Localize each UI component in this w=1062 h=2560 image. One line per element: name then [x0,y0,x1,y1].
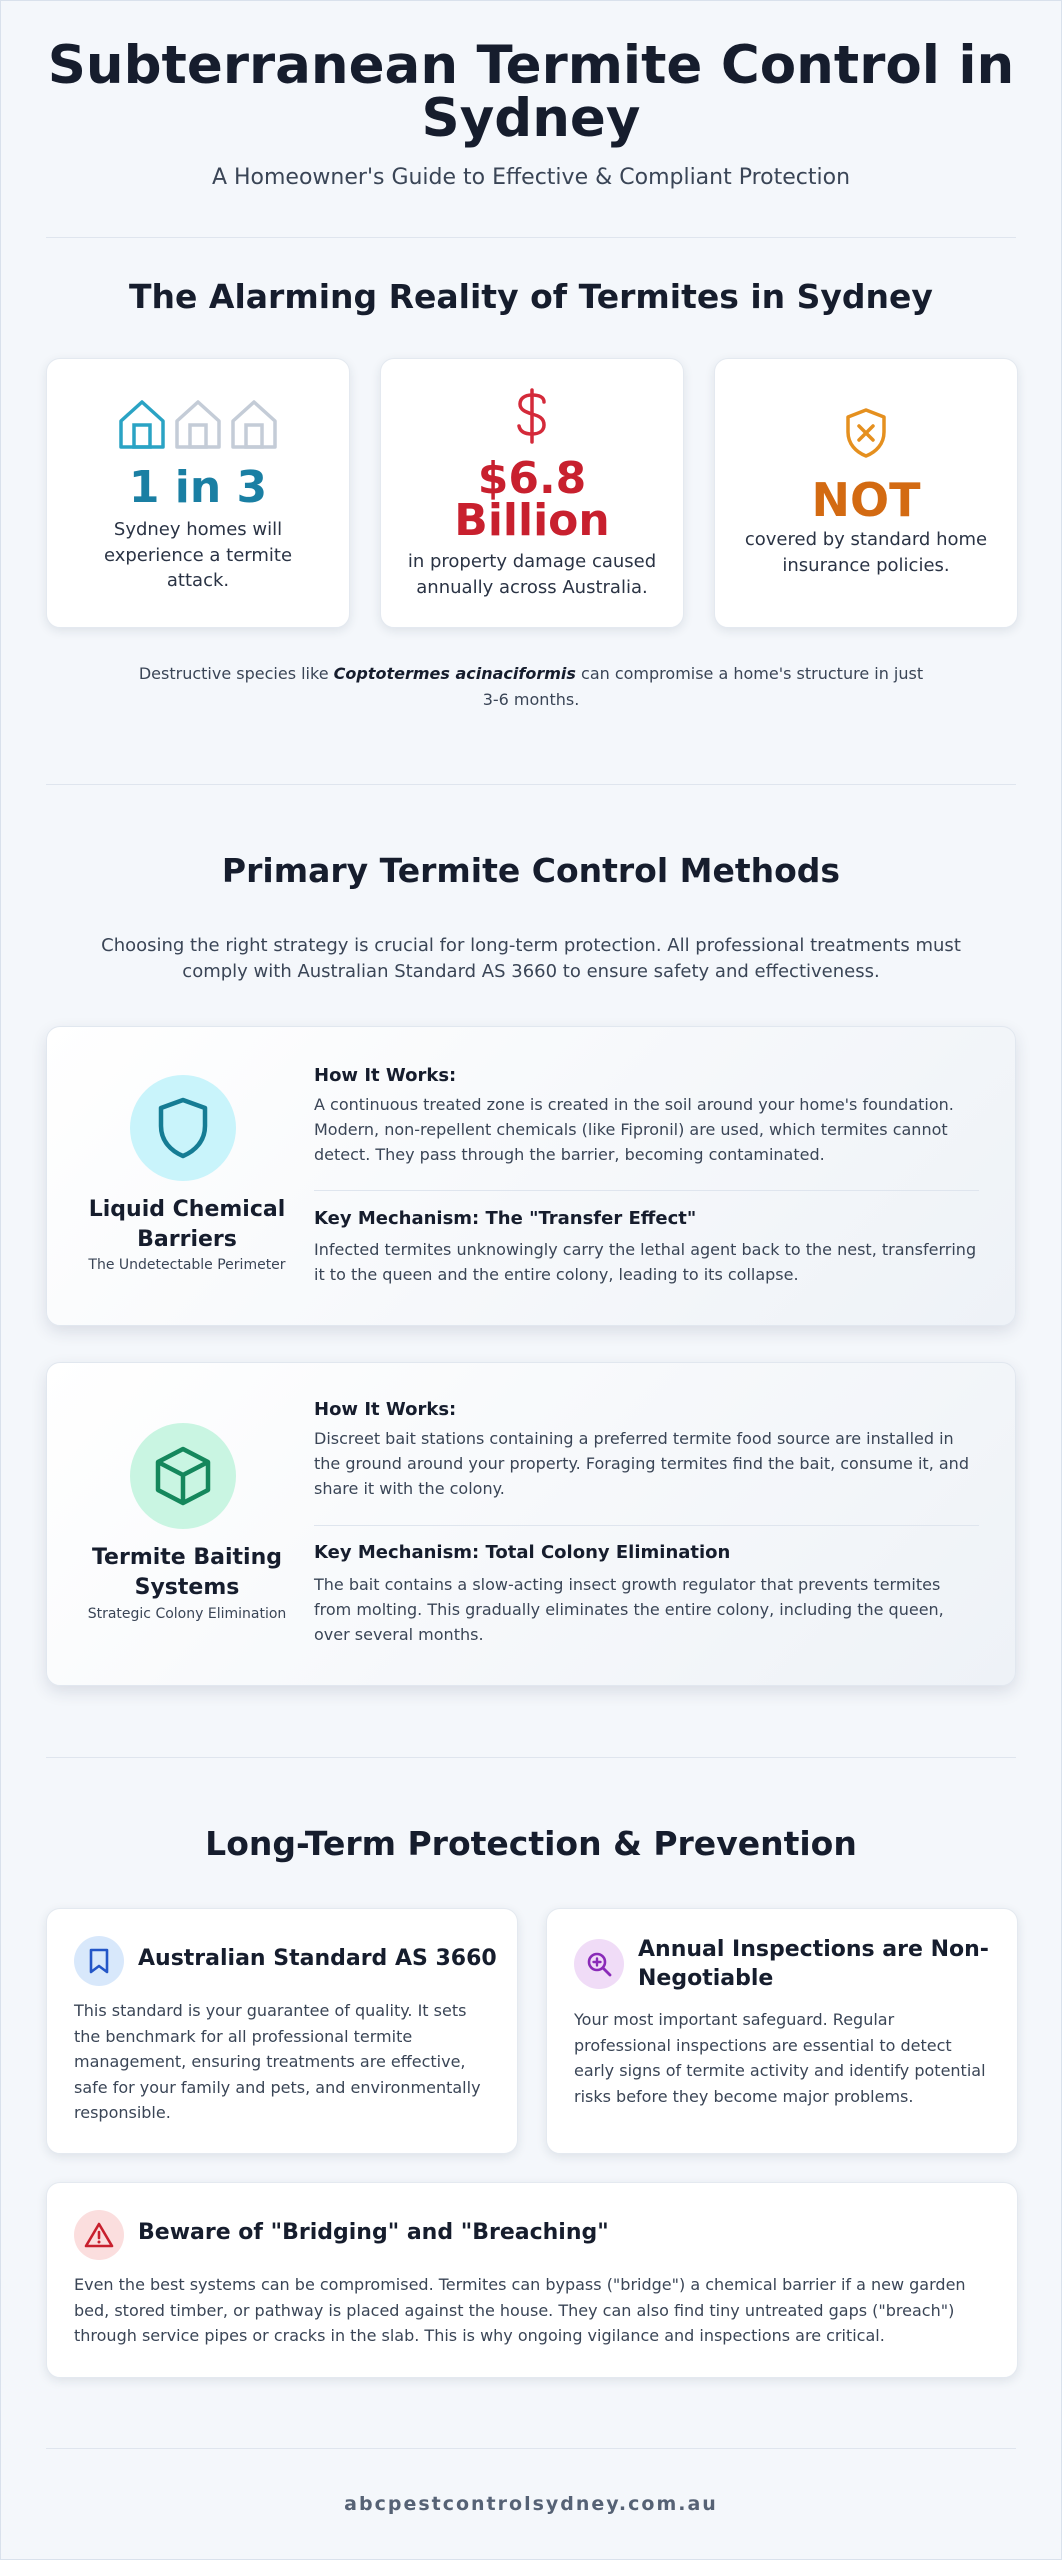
card-as3660 [46,1908,518,2154]
stat-card-insurance [714,358,1018,628]
warning-icon [84,2221,114,2249]
card-text: This standard is your guarantee of quality. It sets the benchmark for all professional termite management, ensuring treatments are effective, safe for your family and pets, and environmentally responsible. [74,2001,481,2123]
section-title-protection: Long-Term Protection & Prevention [205,1824,857,1863]
section-title-reality: The Alarming Reality of Termites in Sydney [129,277,933,316]
divider [46,1757,1016,1758]
page-title: Subterranean Termite Control in Sydney [47,35,1015,149]
method-tagline: The Undetectable Perimeter [88,1257,286,1273]
bookmark-icon-badge [74,1936,124,1986]
how-heading: How It Works: [314,1399,457,1420]
shield-icon [155,1096,211,1160]
key-text: Infected termites unknowingly carry the lethal agent back to the nest, transferring it to the queen and the entire colony, leading to its collapse. [314,1240,977,1284]
method-tagline: Strategic Colony Elimination [87,1606,287,1622]
stat-value: NOT [811,473,921,527]
warning-icon-badge [74,2210,124,2260]
methods-intro: Choosing the right strategy is crucial for long-term protection. All professional treatments must comply with Australian Standard AS 3660 to ensure safety and effectiveness. [101,935,961,983]
section-title-methods: Primary Termite Control Methods [221,851,841,890]
magnify-icon-badge [574,1939,624,1989]
card-text: Your most important safeguard. Regular professional inspections are essential to detect early signs of termite activity and identify potential risks before they become major problems. [574,2010,986,2106]
divider [46,2448,1016,2449]
page-subtitle: A Homeowner's Guide to Effective & Compliant Protection [211,165,851,190]
note-prefix: Destructive species like [138,664,329,683]
shield-x-icon [844,407,888,459]
house-icon-group [47,397,349,455]
stat-card-damage [380,358,684,628]
house-icon [117,397,167,451]
method-card-baiting [46,1362,1016,1686]
box-icon [151,1444,215,1508]
stat-description: covered by standard home insurance policies. [744,529,988,576]
card-title: Beware of "Bridging" and "Breaching" [138,2220,609,2245]
stat-description: in property damage caused annually across Australia. [407,551,657,598]
divider [314,1190,979,1191]
house-icon [229,397,279,451]
key-heading: Key Mechanism: The "Transfer Effect" [314,1208,697,1229]
divider [314,1525,979,1526]
how-text: Discreet bait stations containing a preferred termite food source are installed in the ground around your property. Foraging termites find the bait, consume it, and share it with the colony. [314,1429,969,1498]
key-text: The bait contains a slow-acting insect growth regulator that prevents termites from molting. This gradually eliminates the entire colony, including the queen, over several months. [314,1575,944,1644]
stat-value-amount: $6.8 [477,453,587,504]
species-name: Coptotermes acinaciformis [333,664,576,683]
species-note [131,661,931,712]
divider [46,237,1016,238]
magnify-icon [585,1950,613,1978]
box-icon-badge [130,1423,236,1529]
method-name: Liquid Chemical Barriers [88,1197,286,1252]
dollar-icon-wrap [381,387,683,445]
shield-icon-badge [130,1075,236,1181]
shield-x-icon-wrap [715,407,1017,465]
divider [46,784,1016,785]
card-title: Annual Inspections are Non-Negotiable [638,1937,989,1991]
method-card-liquid [46,1026,1016,1326]
card-inspections [546,1908,1018,2154]
key-heading: Key Mechanism: Total Colony Elimination [314,1542,731,1563]
card-bridging [46,2182,1018,2378]
how-text: A continuous treated zone is created in the soil around your home's foundation. Modern, non-repellent chemicals (like Fipronil) are used, which termites cannot detect. They pass through the barrier, becoming contaminated. [314,1095,954,1164]
house-icon [173,397,223,451]
card-text: Even the best systems can be compromised. Termites can bypass ("bridge") a chemical barrier if a new garden bed, stored timber, or pathway is placed against the house. They can also find tiny untreated gaps ("breach") through service pipes or cracks in the slab. This is why ongoing vigilance and inspections are critical. [74,2275,966,2346]
stat-value-unit: Billion [454,495,610,546]
stat-value: 1 in 3 [128,462,268,513]
card-title: Australian Standard AS 3660 [138,1946,497,1971]
note-suffix: can compromise a home's structure in just 3-6 months. [482,664,924,709]
how-heading: How It Works: [314,1065,457,1086]
bookmark-icon [88,1947,110,1975]
stat-card-homes [46,358,350,628]
method-name: Termite Baiting Systems [91,1545,283,1600]
stat-description: Sydney homes will experience a termite attack. [103,519,293,592]
dollar-icon [512,387,552,445]
footer-website: abcpestcontrolsydney.com.au [344,2493,718,2515]
